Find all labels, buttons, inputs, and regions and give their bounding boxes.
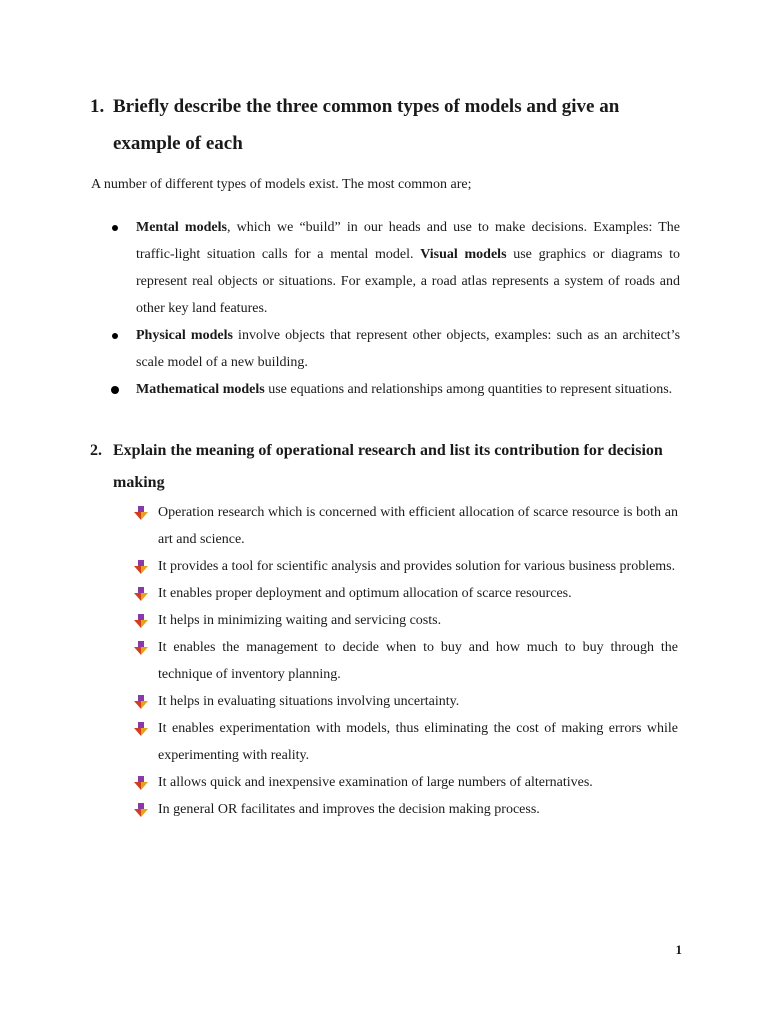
- list-item-text: It enables the management to decide when to buy and how much to buy through the technique of inventory planning.: [158, 640, 678, 682]
- arrow-bullet-icon: [134, 614, 148, 628]
- arrow-bullet-icon: [134, 587, 148, 601]
- list-item-mental-models: [90, 214, 680, 322]
- page-number: 1: [675, 942, 682, 957]
- list-item-text: It provides a tool for scientific analysis and provides solution for various business problems.: [158, 559, 676, 574]
- list-item-mathematical-models: [90, 376, 680, 403]
- arrow-bullet-icon: [134, 641, 148, 655]
- list-item: [130, 607, 678, 634]
- list-item-text: Operation research which is concerned with efficient allocation of scarce resource is both an art and science.: [158, 505, 678, 547]
- list-item: [130, 769, 678, 796]
- list-item-text: It allows quick and inexpensive examination of large numbers of alternatives.: [158, 775, 593, 790]
- question-2-heading: [90, 435, 690, 499]
- arrow-bullet-icon: [134, 506, 148, 520]
- list-item: [130, 634, 678, 688]
- term-mathematical-models: Mathematical models: [136, 382, 265, 397]
- arrow-bullet-icon: [134, 695, 148, 709]
- models-list: [90, 214, 680, 403]
- bullet-dot-icon: [112, 225, 118, 231]
- list-item-text: It enables experimentation with models, thus eliminating the cost of making errors while experimenting with reality.: [158, 721, 678, 763]
- arrow-bullet-icon: [134, 560, 148, 574]
- term-visual-models: Visual models: [420, 247, 507, 262]
- term-mental-models: Mental models: [136, 220, 227, 235]
- list-item-physical-models: [90, 322, 680, 376]
- list-item: [130, 499, 678, 553]
- list-item: [130, 715, 678, 769]
- question-2-number: 2.: [90, 442, 102, 459]
- list-item-text: It helps in minimizing waiting and servicing costs.: [158, 613, 442, 628]
- list-item: [130, 553, 678, 580]
- mathematical-models-description: use equations and relationships among quantities to represent situations.: [264, 382, 673, 397]
- models-intro: A number of different types of models exist. The most common are;: [91, 177, 472, 192]
- arrow-bullet-icon: [134, 722, 148, 736]
- bullet-dot-icon: [111, 386, 119, 394]
- question-1-text: Briefly describe the three common types of models and give an example of each: [113, 96, 620, 154]
- list-item-text: In general OR facilitates and improves the decision making process.: [158, 802, 540, 817]
- arrow-bullet-icon: [134, 776, 148, 790]
- list-item-text: It helps in evaluating situations involving uncertainty.: [158, 694, 460, 709]
- question-1-heading: [90, 88, 690, 162]
- list-item: [130, 688, 678, 715]
- term-physical-models: Physical models: [136, 328, 233, 343]
- arrow-bullet-icon: [134, 803, 148, 817]
- bullet-dot-icon: [112, 333, 118, 339]
- question-2-text: Explain the meaning of operational research and list its contribution for decision making: [113, 442, 663, 491]
- or-contributions-list: [130, 499, 678, 823]
- list-item: [130, 580, 678, 607]
- list-item-text: It enables proper deployment and optimum allocation of scarce resources.: [158, 586, 572, 601]
- visual-models-description: use graphics or diagrams to represent real objects or situations. For example, a road atlas represents a system of roads and other key land features.: [136, 247, 680, 316]
- physical-models-description: involve objects that represent other objects, examples: such as an architect’s scale model of a new building.: [136, 328, 681, 370]
- mental-models-description: , which we “build” in our heads and use to make decisions. Examples: The traffic-light situation calls for a mental model.: [136, 220, 681, 262]
- list-item: [130, 796, 678, 823]
- question-1-number: 1.: [90, 96, 105, 117]
